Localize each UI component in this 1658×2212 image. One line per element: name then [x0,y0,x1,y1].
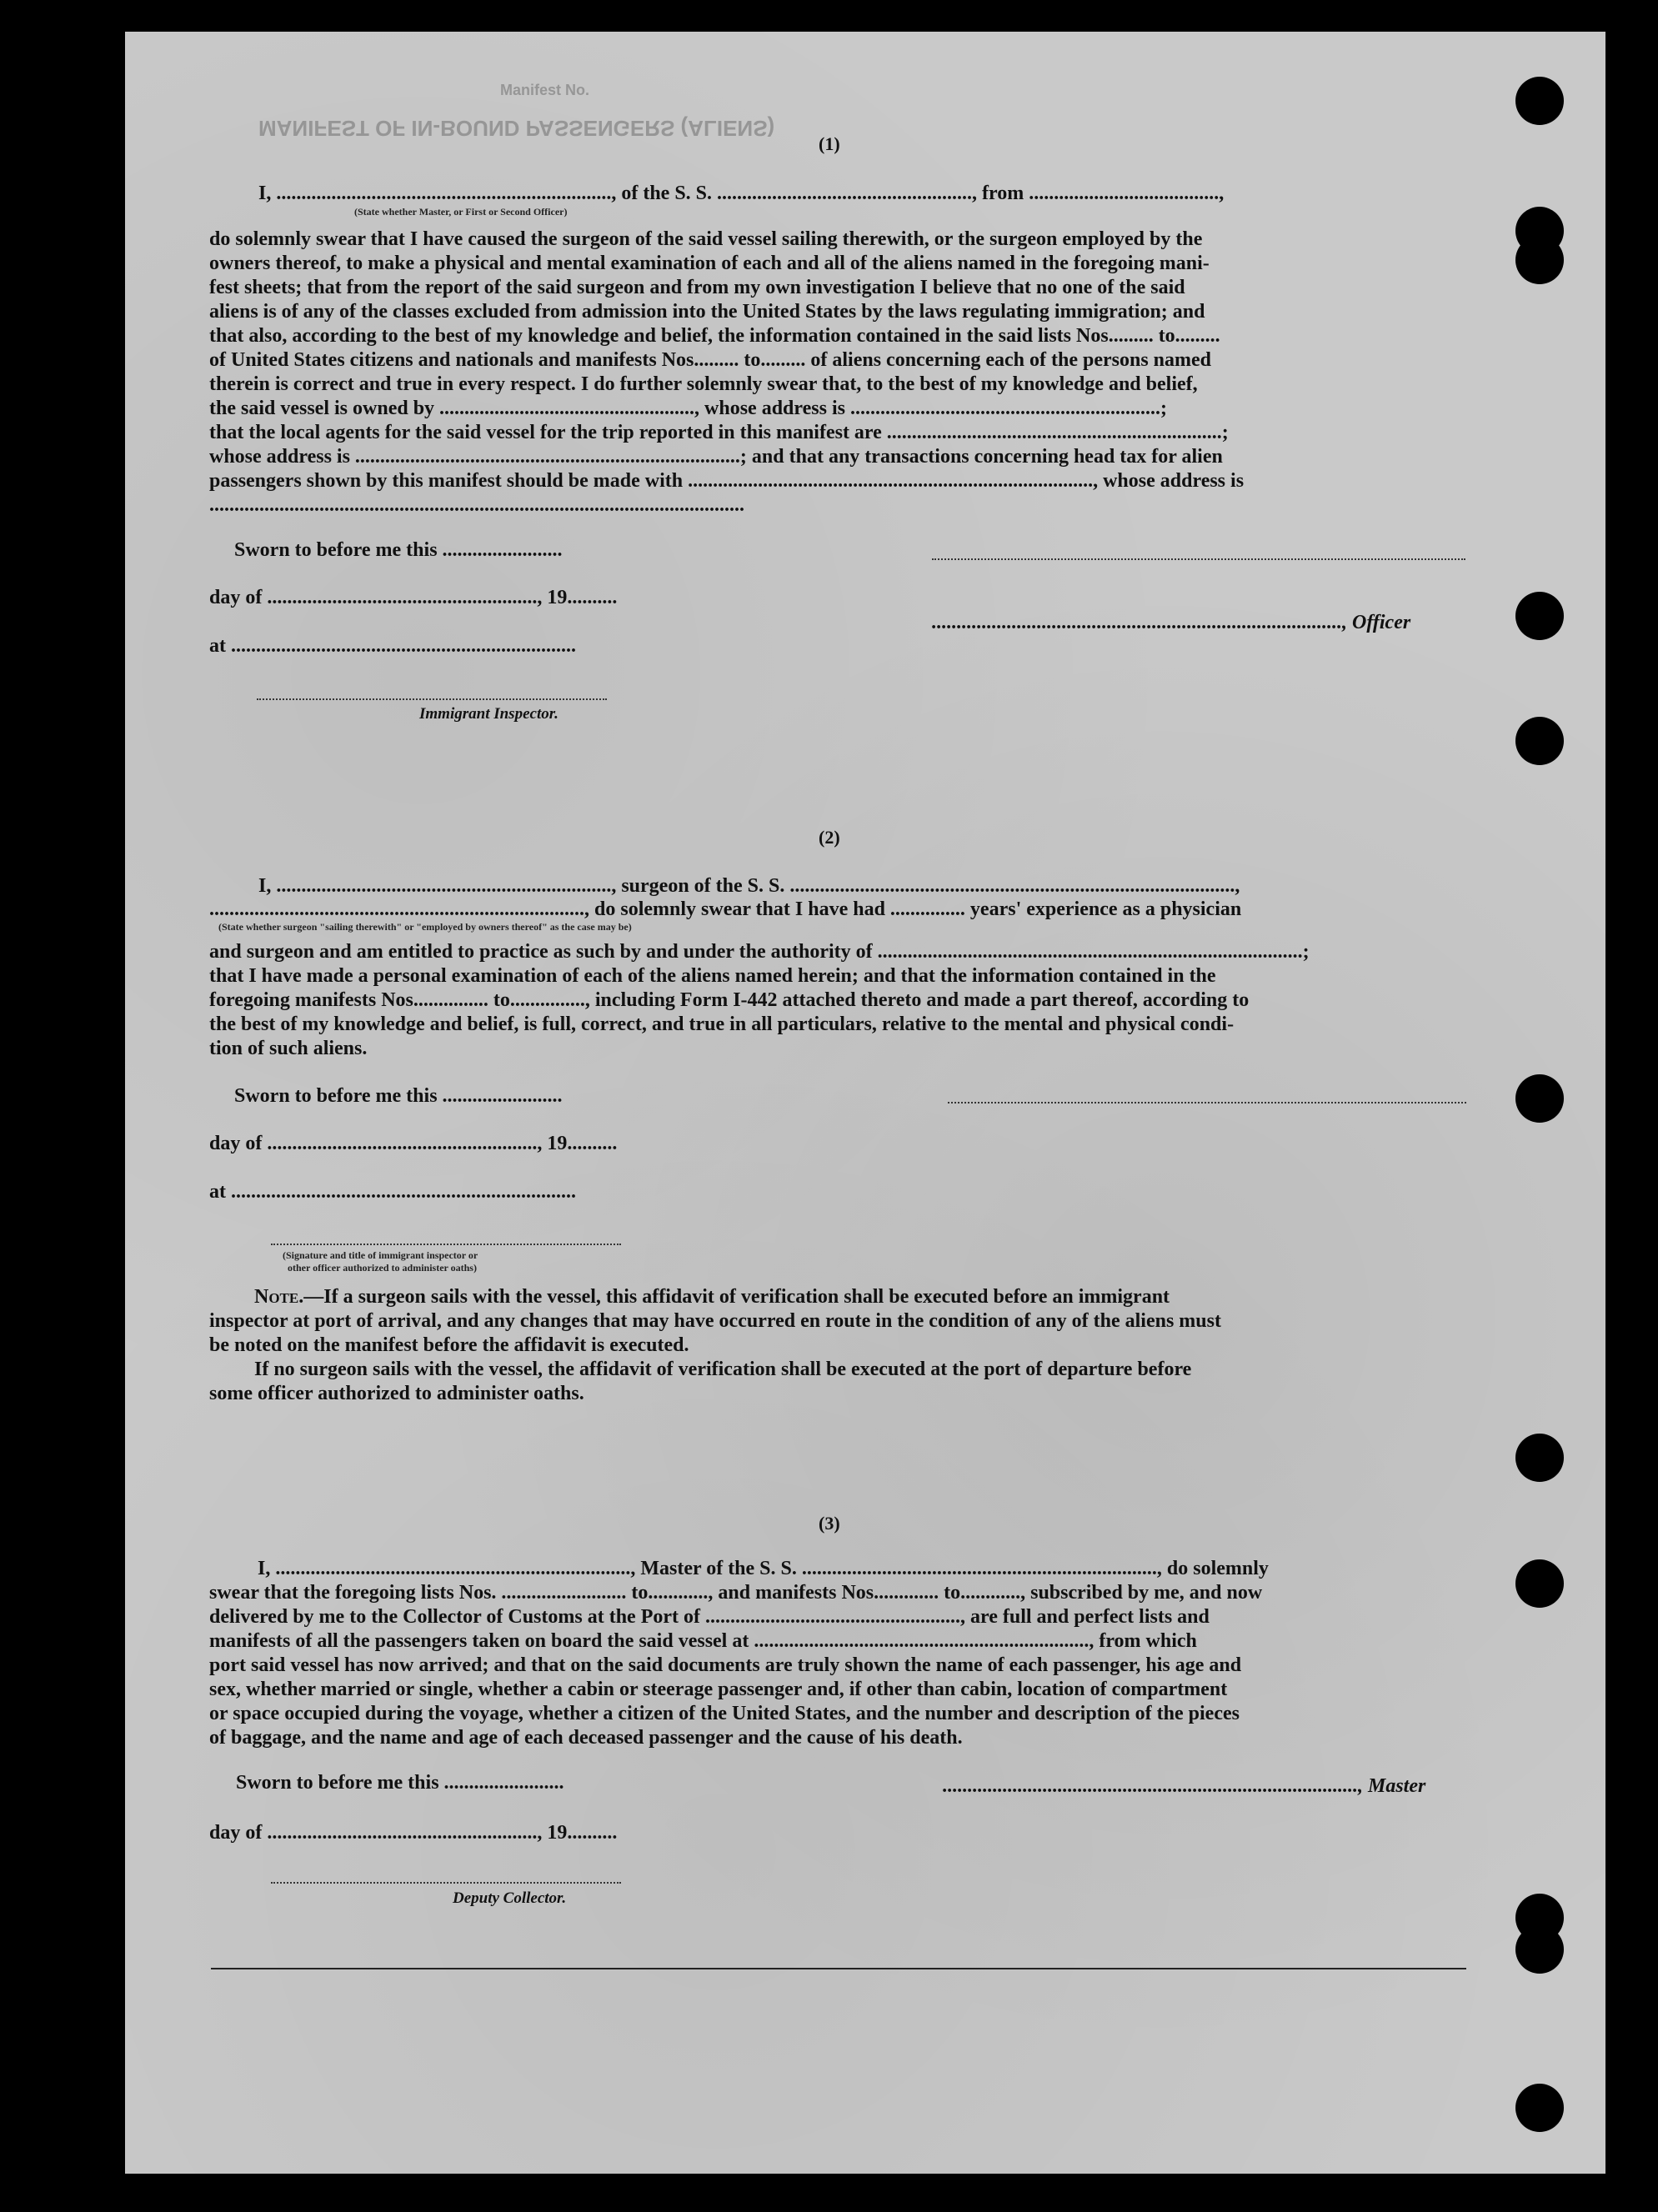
s2-note-line [209,1285,1468,1309]
s2-note-line: be noted on the manifest before the affidavit is executed. [209,1334,689,1356]
binder-hole-7 [1515,1434,1564,1482]
binder-hole-3 [1515,236,1564,284]
s1-line: ........................................................................................................... [209,494,744,516]
section-2-day: day of ......................................................, 19.......... [209,1133,618,1154]
section-1-sworn: Sworn to before me this ........................ [234,539,563,561]
s2-line: foregoing manifests Nos............... to..............., including Form I-442 attached thereto and made a part thereof, according to [209,989,1250,1011]
section-2-sworn: Sworn to before me this ........................ [234,1085,563,1107]
s3-line: of baggage, and the name and age of each deceased passenger and the cause of his death. [209,1727,963,1749]
s1-line: owners thereof, to make a physical and mental examination of each and all of the aliens named in the foregoing mani- [209,253,1210,274]
section-3-number: (3) [819,1513,840,1534]
s1-line: that the local agents for the said vessel for the trip reported in this manifest are ...................................................................; [209,422,1229,443]
binder-hole-8 [1515,1559,1564,1608]
s1-line: of United States citizens and nationals and manifests Nos......... to......... of aliens concerning each of the persons named [209,349,1212,371]
s1-line: passengers shown by this manifest should be made with ................................................................................., whose address is [209,470,1245,492]
s2-note-line: If no surgeon sails with the vessel, the affidavit of verification shall be executed at the port of departure before [254,1359,1192,1380]
s2-note-line: inspector at port of arrival, and any changes that may have occurred en route in the condition of any of the aliens must [209,1310,1221,1332]
section-1-inspector-signature-line [257,698,607,700]
s2-line: the best of my knowledge and belief, is full, correct, and true in all particulars, relative to the mental and physical condi- [209,1013,1235,1035]
section-2-oath-line-2: ..........................................................................., do solemnly swear that I have had ............... years' experience as a physician [209,898,1242,920]
section-2-at: at ..................................................................... [209,1181,576,1203]
section-2-number: (2) [819,827,840,848]
s1-line: aliens is of any of the classes excluded from admission into the United States by the laws regulating immigration; and [209,301,1205,323]
binder-hole-11 [1515,2084,1564,2132]
section-2-surgeon-signature-line [948,1102,1466,1103]
section-1-number: (1) [819,133,840,154]
binder-hole-6 [1515,1074,1564,1123]
note-lead: Note. [254,1286,304,1308]
s1-line: whose address is .............................................................................; and that any transactions concerning head tax for alien [209,446,1223,468]
section-3-day: day of ......................................................, 19.......... [209,1822,618,1844]
section-1-inspector-caption: Immigrant Inspector. [419,705,559,723]
s1-line: fest sheets; that from the report of the said surgeon and from my own investigation I believe that no one of the said [209,277,1185,298]
s3-line: port said vessel has now arrived; and that on the said documents are truly shown the name of each passenger, his age and [209,1654,1242,1676]
section-3-master: ..................................................................................., Master [943,1775,1426,1797]
section-2-inspector-signature-line [271,1244,621,1245]
section-1-officer-signature-line [932,558,1465,560]
section-3-collector-signature-line [271,1882,621,1884]
s2-note-line: some officer authorized to administer oaths. [209,1383,584,1404]
s3-line: sex, whether married or single, whether a cabin or steerage passenger and, if other than cabin, location of compartment [209,1679,1228,1700]
section-1-officer: .................................................................................., Officer [932,612,1411,633]
s1-line: that also, according to the best of my knowledge and belief, the information contained in the said lists Nos......... to......... [209,325,1220,347]
s2-line: tion of such aliens. [209,1038,368,1059]
s3-line: swear that the foregoing lists Nos. ......................... to............, and manifests Nos............. to............, subscribed by me, and now [209,1582,1263,1604]
s2-line: that I have made a personal examination of each of the aliens named herein; and that the information contained in the [209,965,1216,987]
section-3-sworn: Sworn to before me this ........................ [236,1772,564,1794]
s3-line: I, ......................................................................., Master of the S. S. ......................................................................., do solemnly [258,1558,1269,1579]
section-1-paragraph [209,228,1468,518]
section-2-oath-line-1: I, ..................................................................., surgeon of the S. S. ........................................................................................., [258,875,1240,897]
section-2-sig-caption-2: other officer authorized to administer oaths) [288,1262,477,1274]
section-3-paragraph [209,1557,1468,1750]
s1-line: the said vessel is owned by ..................................................., whose address is ..............................................................; [209,398,1167,419]
s3-line: or space occupied during the voyage, whether a citizen of the United States, and the number and description of the pieces [209,1703,1240,1724]
s1-line: therein is correct and true in every respect. I do further solemnly swear that, to the best of my knowledge and belief, [209,373,1198,395]
section-3-collector-caption: Deputy Collector. [453,1889,567,1907]
section-1-at: at ..................................................................... [209,635,576,657]
manifest-title-faint: MANIFEST OF IN-BOUND PASSENGERS (ALIENS) [258,116,775,141]
section-1-oath-line: I, ..................................................................., of the S. S. ..................................................., from ......................................, [258,183,1225,204]
form-number-faint: Manifest No. [500,82,590,98]
s3-line: delivered by me to the Collector of Customs at the Port of ..................................................., are full and perfect lists and [209,1606,1210,1628]
bottom-rule [211,1968,1466,1969]
section-1-officer-caption: (State whether Master, or First or Second Officer) [354,206,568,218]
s3-line: manifests of all the passengers taken on board the said vessel at ..................................................................., from which [209,1630,1197,1652]
section-2-surgeon-caption: (State whether surgeon "sailing therewith" or "employed by owners thereof" as the case may be) [218,921,632,933]
binder-hole-5 [1515,717,1564,765]
section-2-sig-caption-1: (Signature and title of immigrant inspector or [283,1249,478,1261]
binder-hole-4 [1515,592,1564,640]
s1-line: do solemnly swear that I have caused the surgeon of the said vessel sailing therewith, or the surgeon employed by the [209,228,1203,250]
binder-hole-10 [1515,1925,1564,1974]
note-text: —If a surgeon sails with the vessel, this affidavit of verification shall be executed before an immigrant [303,1286,1170,1308]
s2-line: and surgeon and am entitled to practice as such by and under the authority of .....................................................................................; [209,941,1310,963]
section-2-paragraph [209,940,1468,1061]
section-1-day: day of ......................................................, 19.......... [209,587,618,608]
binder-hole-1 [1515,77,1564,125]
section-2-note [209,1285,1468,1406]
